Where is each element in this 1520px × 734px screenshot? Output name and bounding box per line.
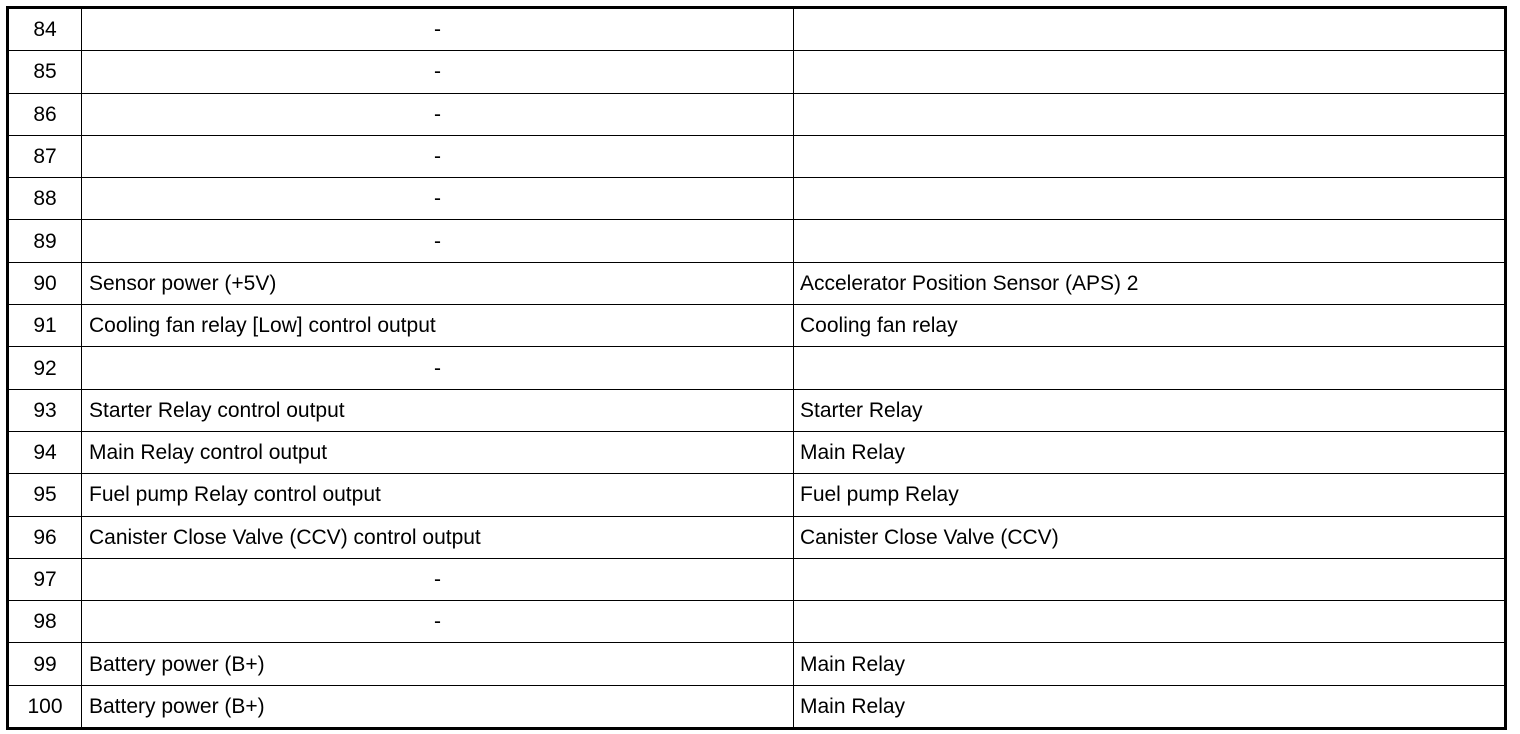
pin-connection: [794, 93, 1506, 135]
pin-description: -: [82, 93, 794, 135]
pin-description: -: [82, 601, 794, 643]
pin-connection: [794, 220, 1506, 262]
table-row: [8, 135, 1506, 177]
table-row: [8, 51, 1506, 93]
table-row: [8, 474, 1506, 516]
pin-number: 96: [8, 516, 82, 558]
pin-connection: Main Relay: [794, 685, 1506, 728]
table-row: [8, 93, 1506, 135]
table-row: [8, 262, 1506, 304]
table-row: [8, 178, 1506, 220]
pin-number: 92: [8, 347, 82, 389]
table-row: [8, 431, 1506, 473]
table-row: [8, 305, 1506, 347]
table-row: [8, 516, 1506, 558]
pin-description: -: [82, 558, 794, 600]
pin-connection: [794, 558, 1506, 600]
pin-number: 99: [8, 643, 82, 685]
pin-number: 85: [8, 51, 82, 93]
pin-description: Fuel pump Relay control output: [82, 474, 794, 516]
pin-number: 97: [8, 558, 82, 600]
pin-connection: Canister Close Valve (CCV): [794, 516, 1506, 558]
table-row: [8, 643, 1506, 685]
pin-connection: [794, 135, 1506, 177]
pin-description: -: [82, 51, 794, 93]
table-row: [8, 601, 1506, 643]
pin-description: Battery power (B+): [82, 643, 794, 685]
pin-description: -: [82, 347, 794, 389]
table-row: [8, 347, 1506, 389]
pin-number: 94: [8, 431, 82, 473]
pin-connection: [794, 8, 1506, 51]
pin-connection: Starter Relay: [794, 389, 1506, 431]
pin-connection: [794, 178, 1506, 220]
pin-number: 91: [8, 305, 82, 347]
pin-number: 87: [8, 135, 82, 177]
pin-description: Canister Close Valve (CCV) control output: [82, 516, 794, 558]
pin-description: Sensor power (+5V): [82, 262, 794, 304]
table-row: [8, 389, 1506, 431]
pin-connection: [794, 601, 1506, 643]
pin-connection: [794, 347, 1506, 389]
pin-table-body: [8, 8, 1506, 729]
pin-description: Battery power (B+): [82, 685, 794, 728]
pin-number: 98: [8, 601, 82, 643]
pin-number: 93: [8, 389, 82, 431]
pin-number: 88: [8, 178, 82, 220]
table-row: [8, 8, 1506, 51]
pin-description: -: [82, 8, 794, 51]
pin-number: 100: [8, 685, 82, 728]
table-row: [8, 558, 1506, 600]
pin-connection: Cooling fan relay: [794, 305, 1506, 347]
pin-number: 84: [8, 8, 82, 51]
table-row: [8, 685, 1506, 728]
pin-description: -: [82, 178, 794, 220]
pin-description: -: [82, 135, 794, 177]
pin-description: -: [82, 220, 794, 262]
pin-description: Cooling fan relay [Low] control output: [82, 305, 794, 347]
pin-number: 89: [8, 220, 82, 262]
table-row: [8, 220, 1506, 262]
pin-table: [6, 6, 1507, 730]
pin-connection: Main Relay: [794, 431, 1506, 473]
pin-connection: [794, 51, 1506, 93]
pin-connection: Main Relay: [794, 643, 1506, 685]
pin-number: 86: [8, 93, 82, 135]
pin-connection: Fuel pump Relay: [794, 474, 1506, 516]
pin-connection: Accelerator Position Sensor (APS) 2: [794, 262, 1506, 304]
pin-number: 95: [8, 474, 82, 516]
pin-description: Main Relay control output: [82, 431, 794, 473]
pin-number: 90: [8, 262, 82, 304]
pin-description: Starter Relay control output: [82, 389, 794, 431]
